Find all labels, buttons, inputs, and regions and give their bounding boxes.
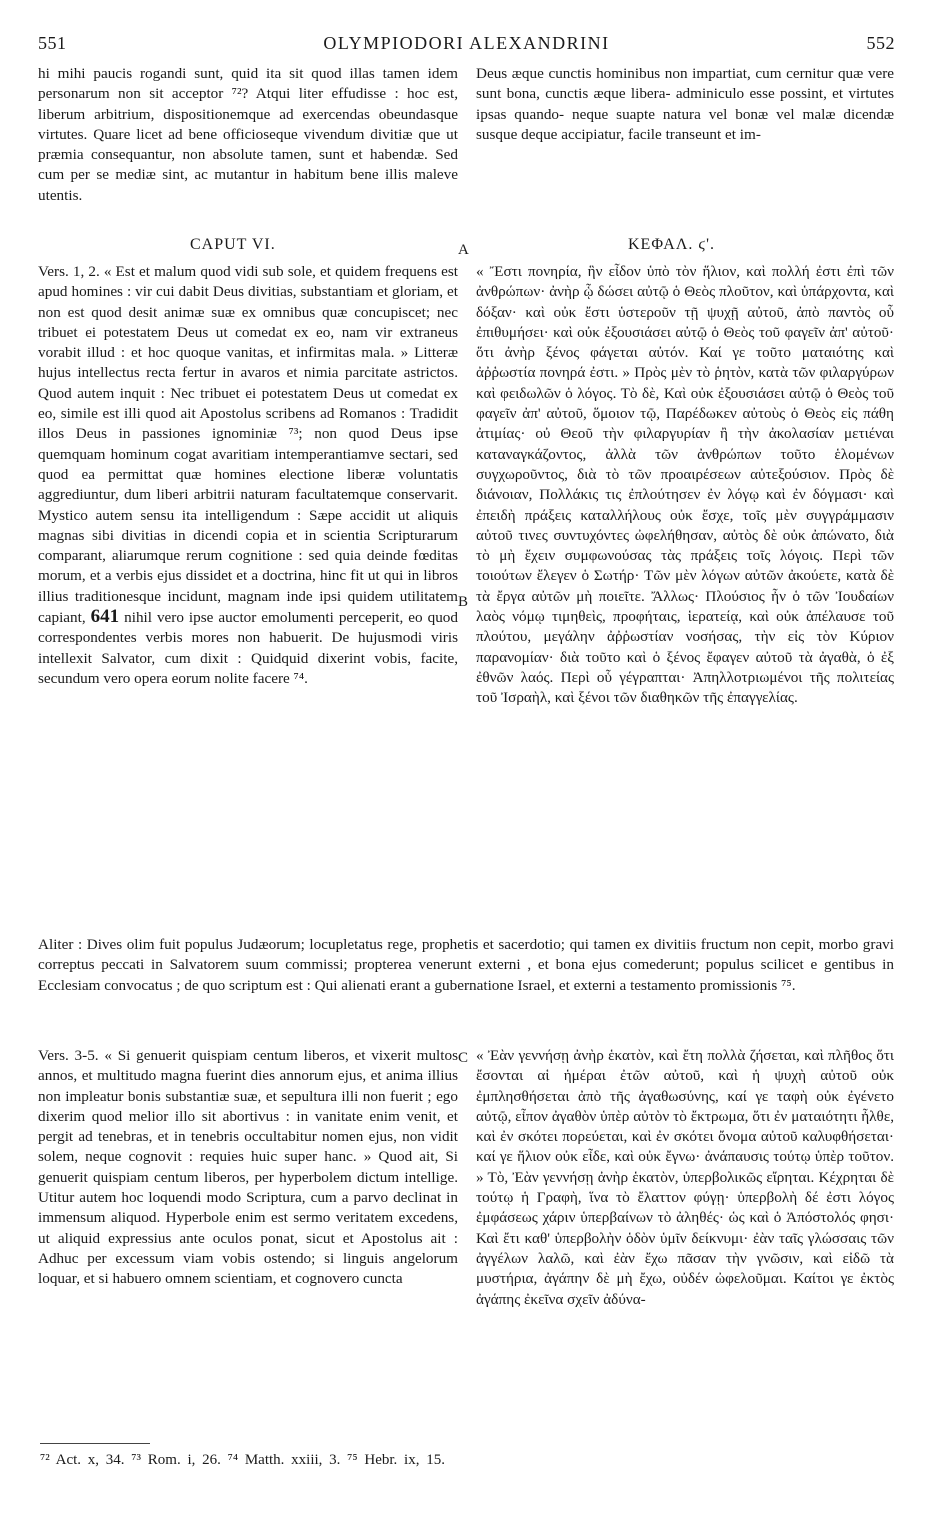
latin-section2-text: Vers. 3-5. « Si genuerit quispiam centum liberos, et vixerit multos annos, et multitudo magna fuerint dies annorum ejus, et anima illius non impleatur bonis substantiæ suæ, et sepultura illi non fuerit ; ego dixerim quod melior illo sit abortivus : in vanitate enim venit, et pergit ad tenebras, et in tenebris occultabitur nomen ejus, non vidit solem, neque cognovit : requies huic super hanc. » Quod ait, Si genuerit quispiam centum liberos, per hyperbolem dictum intellige. Utitur autem hoc loquendi modo Scriptura, cum a parvo declinat in immensum aliquod. Hyperbole enim est sermo veritatem excedens, ut aliquid expressius ante oculos ponat, sicut et Apostolus ait : Adhuc per excessum viam vobis ostendo; si linguis angelorum loquar, et si habuero omnem scientiam, et cognovero cuncta [38,1047,458,1288]
right-column-top [476,64,894,208]
latin-column-top [38,64,458,228]
margin-marker-b: B [458,594,469,610]
page-number-right: 552 [866,33,895,53]
margin-marker-a: A [458,242,469,258]
latin-section1-text [38,262,458,689]
latin-column-section2 [38,1046,458,1428]
greek-column-section1 [476,262,894,932]
greek-column-section2 [476,1046,894,1428]
latin-section1-part1: Vers. 1, 2. « Est et malum quod vidi sub sole, et quidem frequens est apud homines : vir cui dabit Deus divitias, substantiam et gloriam, et non est quod desit animæ suæ ex omnibus quæ concupiscet; nec tribuet ei potestatem Deus ut comedat ex eo, nam vir extraneus vorabit illud : et hoc quoque vanitas, et infirmitas mala. » Litteræ hujus intellectus recta fertur in avaros et nimia parcitate astrictos. Quod autem inquit : Nec tribuet ei potestatem Deus ut comedat ex eo, simile est illi quod ait Apostolus scribens ad Romanos : Tradidit illos Deus in passiones ignominiæ ⁷³; non quod Deus ipse quemquam hominum cogat avaritiam intemperantiamve sectari, sed quod ea permittat quæ homines electione liberæ voluntatis aggrediuntur, dum liberi arbitrii naturam facultatemque conservarit. Mystico autem sensu ita intelligendum : Sæpe accidit ut aliquis magnas sibi divitias in dicendi copia et in scientia Scripturarum comparant, aliarumque rerum cognitione : sed quia deinde fœditas morum, et a verbis ejus dissidet et a doctrina, hinc fit ut qui in libros illius traditionesque incidunt, magnam inde ipsi quidem utilitatem capiant, [38,263,458,627]
latin-top-paragraph: hi mihi paucis rogandi sunt, quid ita sit quod illas tamen idem personarum non sit acceptor ⁷²? Atqui liter effudisse : hoc est, liberum arbitrium, dispositionemque ad exercendas obeundasque virtutes. Quare licet ad bene officioseque vivendum divitiæ que ut præmia consequantur, non absolute tamen, sunt et habendæ. Sed cum per se mediæ sint, ac mutantur in habitum bene illis maleve utentis. [38,65,458,204]
full-width-paragraph [38,935,894,1037]
running-head [38,33,895,61]
footnote-rule [40,1443,150,1444]
latin-column-section1 [38,262,458,932]
aliter-paragraph: Aliter : Dives olim fuit populus Judæorum; locupletatus rege, prophetis et sacerdotio; qui tamen ex divitiis fructum non cepit, morbo gravi correptus peccati in Salvatorem suum commissi; propterea venerunt externi , et bona ejus comederunt; populus scilicet e gentibus in Ecclesiam convocatus ; de quo scriptum est : Qui alienati erant a gubernatione Israel, et externi a testamento promissionis ⁷⁵. [38,936,894,994]
margin-marker-c: C [458,1050,469,1066]
greek-section1-text: « Ἔστι πονηρία, ἣν εἶδον ὑπὸ τὸν ἥλιον, καὶ πολλή ἐστι ἐπὶ τῶν ἀνθρώπων· ἀνὴρ ᾧ δώσει αὐτῷ ὁ Θεὸς πλοῦτον, καὶ ὑπάρχοντα, καὶ δόξαν· καὶ οὐκ ἔστι ὑστεροῦν τῇ ψυχῇ αὐτοῦ, ἀπὸ παντὸς οὗ ἐπιθυμήσει· καὶ οὐκ ἐξουσιάσει αὐτῷ ὁ Θεὸς τοῦ φαγεῖν ἀπ' αὐτοῦ· ὅτι ἀνὴρ ξένος φάγεται αὐτόν. Καί γε τοῦτο ματαιότης καὶ ἀῤῥωστία πονηρά ἐστι. » Πρὸς μὲν τὸ ῥητὸν, κατὰ τῶν φιλαργύρων καὶ φειδωλῶν ὁ λόγος. Τὸ δὲ, Καὶ οὐκ ἐξουσιάσει αὐτῷ ὁ Θεὸς τοῦ φαγεῖν ἀπ' αὐτοῦ, ὅμοιον τῷ, Παρέδωκεν αὐτοὺς ὁ Θεὸς εἰς πάθη ἀτιμίας· οὐ Θεοῦ τὴν φιλαργυρίαν ἢ τὴν ἀκολασίαν μετιέναι καταναγκάζοντος, ἀλλὰ τῶν ἀνθρώπων τοῦτο ἑλομένων συγχωροῦντος, διὰ τὸ τῶν προαιρέσεων αὐτεξούσιον. Πρὸς δὲ διάνοιαν, Πολλάκις τις ἐπλούτησεν ἐν λόγῳ καὶ ἐν δόγμασι· καὶ ἐπειδὴ πράξεις καταλλήλους οὐκ ἔσχε, τοῖς μὲν συγγράμμασιν αὐτοῦ τινες συντυχόντες ὠφελήθησαν, αὐτὸς δὲ οὐκ ἀπώνατο, διὰ τὸ μὴ ἔχειν συμφωνούσας τὰς πράξεις τοῖς λόγοις. Περὶ τῶν τοιούτων ἔλεγεν ὁ Σωτήρ· Τῶν μὲν λόγων αὐτῶν ἀκούετε, κατὰ δὲ τὰ ἔργα αὐτῶν μὴ ποιεῖτε. Ἄλλως· Πλούσιος ἦν ὁ τῶν Ἰουδαίων λαὸς νόμῳ τιμηθεὶς, προφήταις, ἱερατείᾳ, καὶ οὐκ ἀπέλαυσε τοῦ πλούτου, μεγάλην ἀῤῥωστίαν νοσήσας, τὴν εἰς τὸν Κύριον παρανομίαν· διὰ τοῦτο καὶ ὁ ξένος ἔφαγεν αὐτοῦ τὰ ἀγαθὰ, ὁ ἐξ ἐθνῶν λαός. Περὶ οὗ γέγραπται· Ἀπηλλοτριωμένοι τῆς πολιτείας τοῦ Ἰσραὴλ, καὶ ξένοι τῶν διαθηκῶν τῆς ἐπαγγελίας. [476,263,894,707]
footnotes: ⁷² Act. x, 34. ⁷³ Rom. i, 26. ⁷⁴ Matth. xxiii, 3. ⁷⁵ Hebr. ix, 15. [40,1452,445,1468]
running-title: OLYMPIODORI ALEXANDRINI [323,33,610,53]
greek-section2-text: « Ἐὰν γεννήσῃ ἀνὴρ ἑκατὸν, καὶ ἔτη πολλὰ ζήσεται, καὶ πλῆθος ὅτι ἔσονται αἱ ἡμέραι ἐτῶν αὐτοῦ, καὶ ἡ ψυχὴ αὐτοῦ οὐκ ἐμπλησθήσεται ἀπὸ τῆς ἀγαθωσύνης, καί γε ταφὴ οὐκ ἐγένετο αὐτῷ, εἶπον ἀγαθὸν ὑπὲρ αὐτὸν τὸ ἔκτρωμα, ὅτι ἐν ματαιότητι ἦλθε, καὶ ἐν σκότει πορεύεται, καὶ ἐν σκότει ὄνομα αὐτοῦ καλυφθήσεται· καί γε ἥλιον οὐκ εἶδε, καὶ οὐκ ἔγνω· ἀνάπαυσις τούτῳ ὑπὲρ τοῦτον. » Τὸ, Ἐὰν γεννήσῃ ἀνὴρ ἑκατὸν, ὑπερβολικῶς εἴρηται. Κέχρηται δὲ τούτῳ ἡ Γραφὴ, ἵνα τὸ ἔλαττον φύγῃ· ὑπερβολὴ δέ ἐστι λόγος ἐμφάσεως χάριν ὑπερβαίνων τὸ ἀληθές· ὡς καὶ ὁ Ἀπόστολός φησι· Καὶ ἔτι καθ' ὑπερβολὴν ὁδὸν ὑμῖν δείκνυμι· ἐὰν ταῖς γλώσσαις τῶν ἀγγέλων λαλῶ, καὶ ἐὰν ἔχω πᾶσαν τὴν γνῶσιν, καὶ εἰδῶ τὰ μυστήρια, ἀγάπην δὲ μὴ ἔχω, οὐδέν ὠφελοῦμαι. Καίτοι γε ἐκτὸς ἀγάπης ἐκεῖνα σχεῖν ἀδύνα- [476,1047,894,1308]
latin-section1-part2: nihil vero ipse auctor emolumenti perceperit, eo quod correspondentes verbis mores non habuerit. De hujusmodi viris intellexit Salvator, cum dixit : Quidquid dixerint vobis, facite, secundum vero opera eorum nolite facere ⁷⁴. [38,609,458,687]
greek-chapter-heading: ΚΕΦΑΛ. ϛ'. [628,236,716,253]
right-top-paragraph: Deus æque cunctis hominibus non impartiat, cum cernitur quæ vere sunt bona, cunctis æque libera- adminiculo esse possint, et virtutes ipsas quando- neque suapte natura vel bonæ vel malæ dicendæ susque deque accipiatur, facile transeunt et im- [476,65,894,143]
page-number-left: 551 [38,33,67,53]
latin-chapter-heading: CAPUT VI. [190,236,276,253]
inline-column-number: 641 [90,606,120,628]
